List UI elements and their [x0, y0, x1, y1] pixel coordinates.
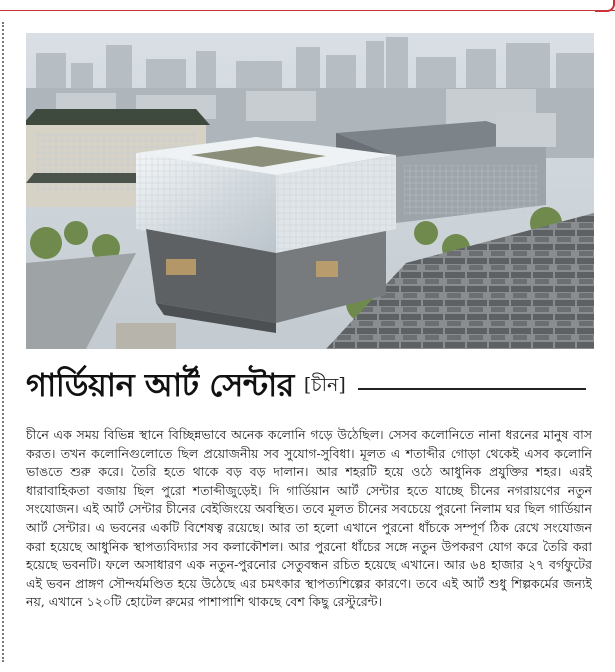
- article-body: [26, 426, 592, 668]
- plaza: [116, 323, 176, 349]
- top-border-rule: [0, 0, 615, 11]
- left-dotted-border: [2, 22, 4, 662]
- article-paragraph: চীনে এক সময় বিভিন্ন স্থানে বিচ্ছিন্নভাবে অনেক কলোনি গড়ে উঠেছিল। সেসব কলোনিতে নানা ধরনের মানুষ বাস করত। তখন কলোনিগুলোতে ছিল প্রয়োজনীয় সব সুযোগ-সুবিধা। মূলত এ শতাব্দীর গোড়া থেকেই এসব কলোনি ভাঙতে শুরু করে। তৈরি হতে থাকে বড় বড় দালান। আর শহরটি হয়ে ওঠে আধুনিক প্রযুক্তির শহর। এরই ধারাবাহিকতা বজায় ছিল পুরো শতাব্দীজুড়েই। দি গার্ডিয়ান আর্ট সেন্টার হতে যাচ্ছে চীনের নগরায়ণের নতুন সংযোজন। এই আর্ট সেন্টার চীনের বেইজিংয়ে অবস্থিত। তবে মূলত চীনের সবচেয়ে পুরনো নিলাম ঘর ছিল গার্ডিয়ান আর্ট সেন্টার। এ ভবনের একটি বিশেষত্ব রয়েছে। আর তা হলো এখানে পুরনো ধাঁচকে সম্পূর্ণ ঠিক রেখে সংযোজন করা হয়েছে আধুনিক স্থাপত্যবিদ্যার সব কলাকৌশল। আর পুরনো ধাঁচের সঙ্গে নতুন উপকরণ যোগ করে তৈরি করা হয়েছে ভবনটি। ফলে অসাধারণ এক নতুন-পুরনোর সেতুবন্ধন রচিত হয়েছে এখানে। আর ৬৪ হাজার ২৭ বর্গফুটের এই ভবন প্রাঙ্গণ সৌন্দর্যমণ্ডিত হয়ে উঠেছে এর চমৎকার স্থাপত্যশিল্পের কারণে। তবে এই আর্ট শুধু শিল্পকর্মের জন্যই নয়, এখানে ১২০টি হোটেল রুমের পাশাপাশি থাকছে বেশ কিছু রেস্টুরেন্ট।: [26, 427, 592, 610]
- top-right-corner-ornament: [595, 0, 615, 12]
- headline-country-tag: [চীন]: [303, 374, 346, 396]
- article-headline: [26, 362, 586, 412]
- headline-title: গার্ডিয়ান আর্ট সেন্টার: [26, 366, 294, 404]
- headline-rule: [358, 388, 586, 390]
- art-center-photo: [26, 33, 594, 349]
